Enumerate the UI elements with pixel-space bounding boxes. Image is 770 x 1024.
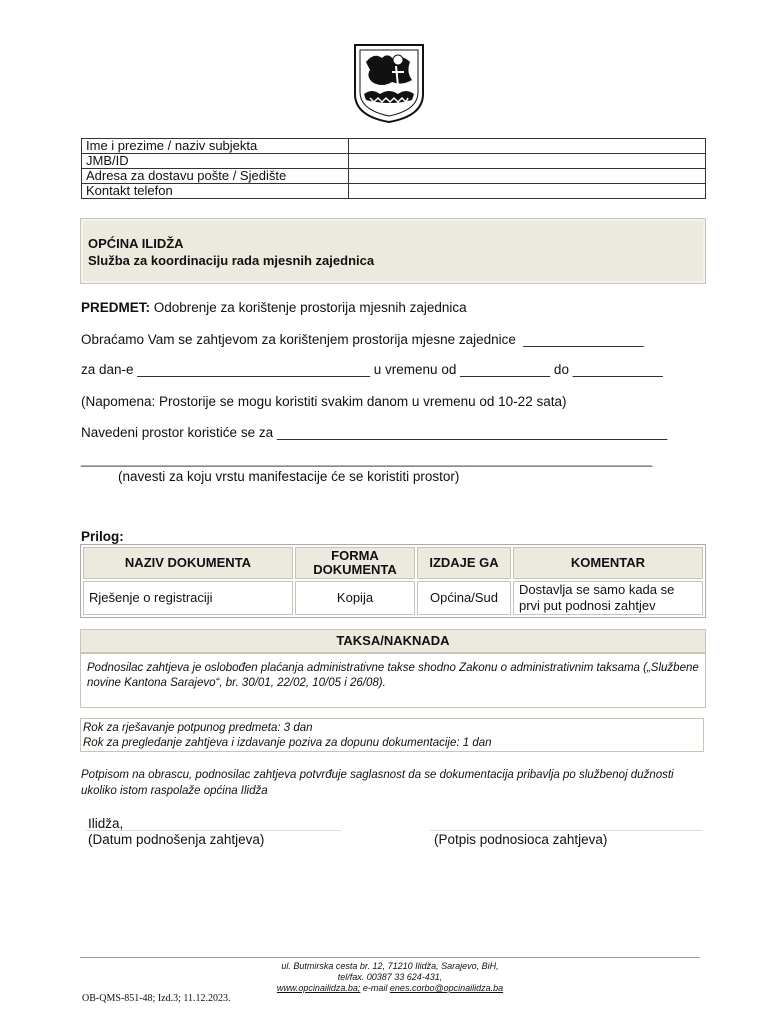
date-time-line[interactable]: za dan-e _______________________________ u vremenu od ____________ do ____________ xyxy=(81,362,663,377)
table-row xyxy=(82,139,706,154)
footer-website-link[interactable]: www.opcinailidza.ba; xyxy=(276,983,361,993)
municipality-crest-logo xyxy=(352,42,426,124)
footer-divider xyxy=(80,957,700,958)
applicant-id-label: JMB/ID xyxy=(82,154,349,169)
office-name: OPĆINA ILIDŽA xyxy=(88,236,184,251)
col-header-document-form: FORMA DOKUMENTA xyxy=(295,547,415,579)
footer-phone: tel/fax. 00387 33 624-431, xyxy=(337,972,443,982)
applicant-name-field[interactable] xyxy=(349,139,706,154)
subject-text: Odobrenje za korištenje prostorija mjesnih zajednica xyxy=(150,300,467,315)
applicant-name-label: Ime i prezime / naziv subjekta xyxy=(82,139,349,154)
table-header-row xyxy=(83,547,703,579)
office-header-box xyxy=(80,218,706,284)
table-row xyxy=(82,169,706,184)
fee-text: Podnosilac zahtjeva je oslobođen plaćanja administrativne takse shodno Zakonu o administrativnim taksama („Službene novine Kantona Sarajevo“, br. 30/01, 22/02, 10/05 i 26/08). xyxy=(80,653,706,708)
footer-email-link[interactable]: enes.corbo@opcinailidza.ba xyxy=(389,983,504,993)
subject-label: PREDMET: xyxy=(81,300,151,315)
form-code: OB-QMS-851-48; Izd.3; 11.12.2023. xyxy=(82,993,231,1004)
applicant-signature-line[interactable] xyxy=(430,830,702,831)
cell-document-name: Rješenje o registraciji xyxy=(83,581,293,615)
date-signature-line[interactable] xyxy=(86,830,341,831)
applicant-phone-label: Kontakt telefon xyxy=(82,184,349,199)
consent-statement: Potpisom na obrascu, podnosilac zahtjeva potvrđuje saglasnost da se dokumentacija pribavlja po službenoj dužnosti ukoliko istom raspolaže općina Ilidža xyxy=(81,769,674,797)
purpose-line[interactable]: Navedeni prostor koristiće se za ____________________________________________________ xyxy=(81,425,668,440)
attachment-label: Prilog: xyxy=(81,529,124,544)
cell-issuer: Općina/Sud xyxy=(417,581,511,615)
request-line[interactable]: Obraćamo Vam se zahtjevom za korištenjem prostorija mjesne zajednice ________________ xyxy=(81,332,644,347)
footer-email-label: e-mail xyxy=(360,983,390,993)
applicant-phone-field[interactable] xyxy=(349,184,706,199)
table-row xyxy=(82,154,706,169)
table-row xyxy=(82,184,706,199)
footer-address: ul. Butmirska cesta br. 12, 71210 Ilidža, Sarajevo, BiH, xyxy=(281,961,499,971)
office-department: Služba za koordinaciju rada mjesnih zajednica xyxy=(88,253,375,268)
col-header-issuer: IZDAJE GA xyxy=(417,547,511,579)
purpose-hint: (navesti za koju vrstu manifestacije će se koristiti prostor) xyxy=(118,469,460,484)
deadlines-box xyxy=(80,718,704,752)
footer-contact xyxy=(160,961,620,994)
signature-label: (Potpis podnosioca zahtjeva) xyxy=(434,832,608,847)
place-label: Ilidža, xyxy=(88,816,124,831)
col-header-document-name: NAZIV DOKUMENTA xyxy=(83,547,293,579)
cell-comment: Dostavlja se samo kada se prvi put podnosi zahtjev xyxy=(513,581,703,615)
deadline-review: Rok za pregledanje zahtjeva i izdavanje poziva za dopunu dokumentacije: 1 dan xyxy=(83,737,492,749)
applicant-address-label: Adresa za dostavu pošte / Sjedište xyxy=(82,169,349,184)
applicant-id-field[interactable] xyxy=(349,154,706,169)
col-header-comment: KOMENTAR xyxy=(513,547,703,579)
deadline-resolution: Rok za rješavanje potpunog predmeta: 3 dan xyxy=(83,722,313,734)
fee-header: TAKSA/NAKNADA xyxy=(80,629,706,653)
cell-document-form: Kopija xyxy=(295,581,415,615)
purpose-blank-line[interactable]: _______________________________________________________________________________ xyxy=(81,452,653,467)
subject-line xyxy=(81,300,467,315)
applicant-address-field[interactable] xyxy=(349,169,706,184)
attachment-table xyxy=(80,544,706,618)
table-row xyxy=(83,581,703,615)
date-label: (Datum podnošenja zahtjeva) xyxy=(88,832,265,847)
applicant-info-table xyxy=(81,138,706,199)
usage-note: (Napomena: Prostorije se mogu koristiti svakim danom u vremenu od 10-22 sata) xyxy=(81,394,567,409)
